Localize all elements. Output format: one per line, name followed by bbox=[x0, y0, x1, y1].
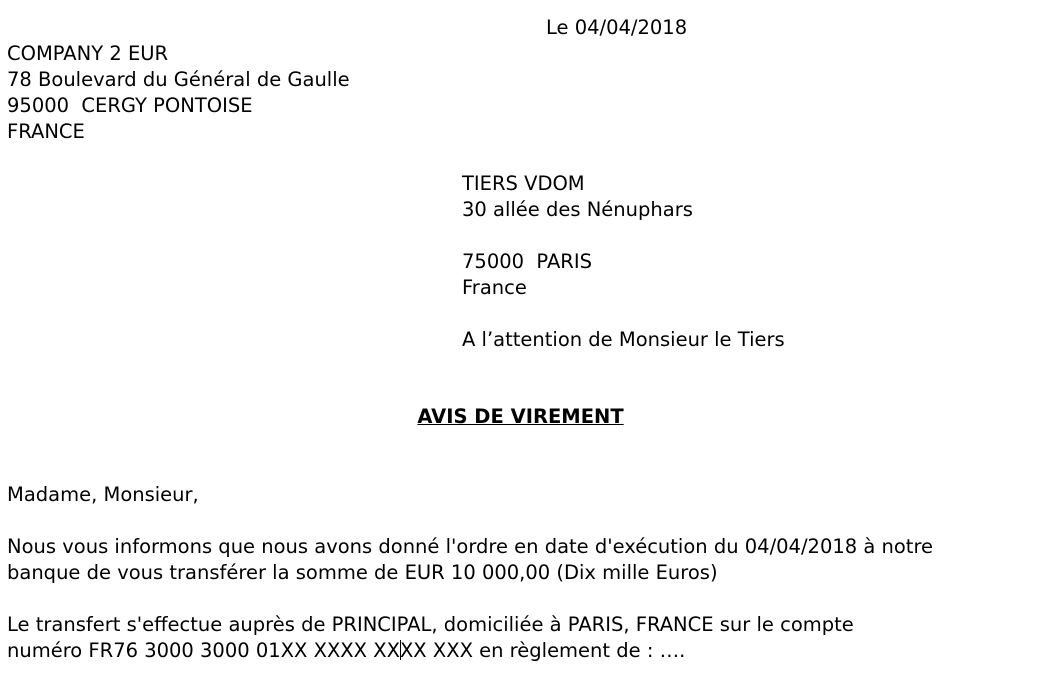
paragraph-transfer-line-2 bbox=[7, 638, 854, 664]
recipient-street: 30 allée des Nénuphars bbox=[462, 198, 693, 221]
paragraph-order-line-1: Nous vous informons que nous avons donné l'ordre en date d'exécution du 04/04/2018 à notre bbox=[7, 535, 934, 558]
recipient-attention: A l’attention de Monsieur le Tiers bbox=[462, 328, 785, 351]
paragraph-order-line-2: banque de vous transférer la somme de EUR 10 000,00 (Dix mille Euros) bbox=[7, 561, 718, 584]
letter-date: Le 04/04/2018 bbox=[546, 16, 688, 39]
account-number-part-2: XX XXX en règlement de : …. bbox=[399, 639, 686, 662]
sender-city: 95000 CERGY PONTOISE bbox=[7, 94, 253, 117]
blank-line bbox=[462, 301, 785, 327]
sender-company: COMPANY 2 EUR bbox=[7, 42, 169, 65]
sender-street: 78 Boulevard du Général de Gaulle bbox=[7, 68, 350, 91]
account-number-part-1: numéro FR76 3000 3000 01XX XXXX XX bbox=[7, 639, 400, 662]
sender-country: FRANCE bbox=[7, 120, 85, 143]
recipient-city: 75000 PARIS bbox=[462, 250, 592, 273]
blank-line bbox=[462, 223, 785, 249]
recipient-name: TIERS VDOM bbox=[462, 172, 585, 195]
recipient-address bbox=[462, 171, 785, 353]
paragraph-transfer[interactable] bbox=[7, 612, 854, 664]
greeting: Madame, Monsieur, bbox=[7, 483, 199, 506]
document-title: AVIS DE VIREMENT bbox=[417, 405, 624, 428]
recipient-country: France bbox=[462, 276, 527, 299]
paragraph-transfer-line-1: Le transfert s'effectue auprès de PRINCIPAL, domiciliée à PARIS, FRANCE sur le compte bbox=[7, 613, 854, 636]
paragraph-order bbox=[7, 534, 933, 586]
sender-address bbox=[7, 41, 350, 145]
